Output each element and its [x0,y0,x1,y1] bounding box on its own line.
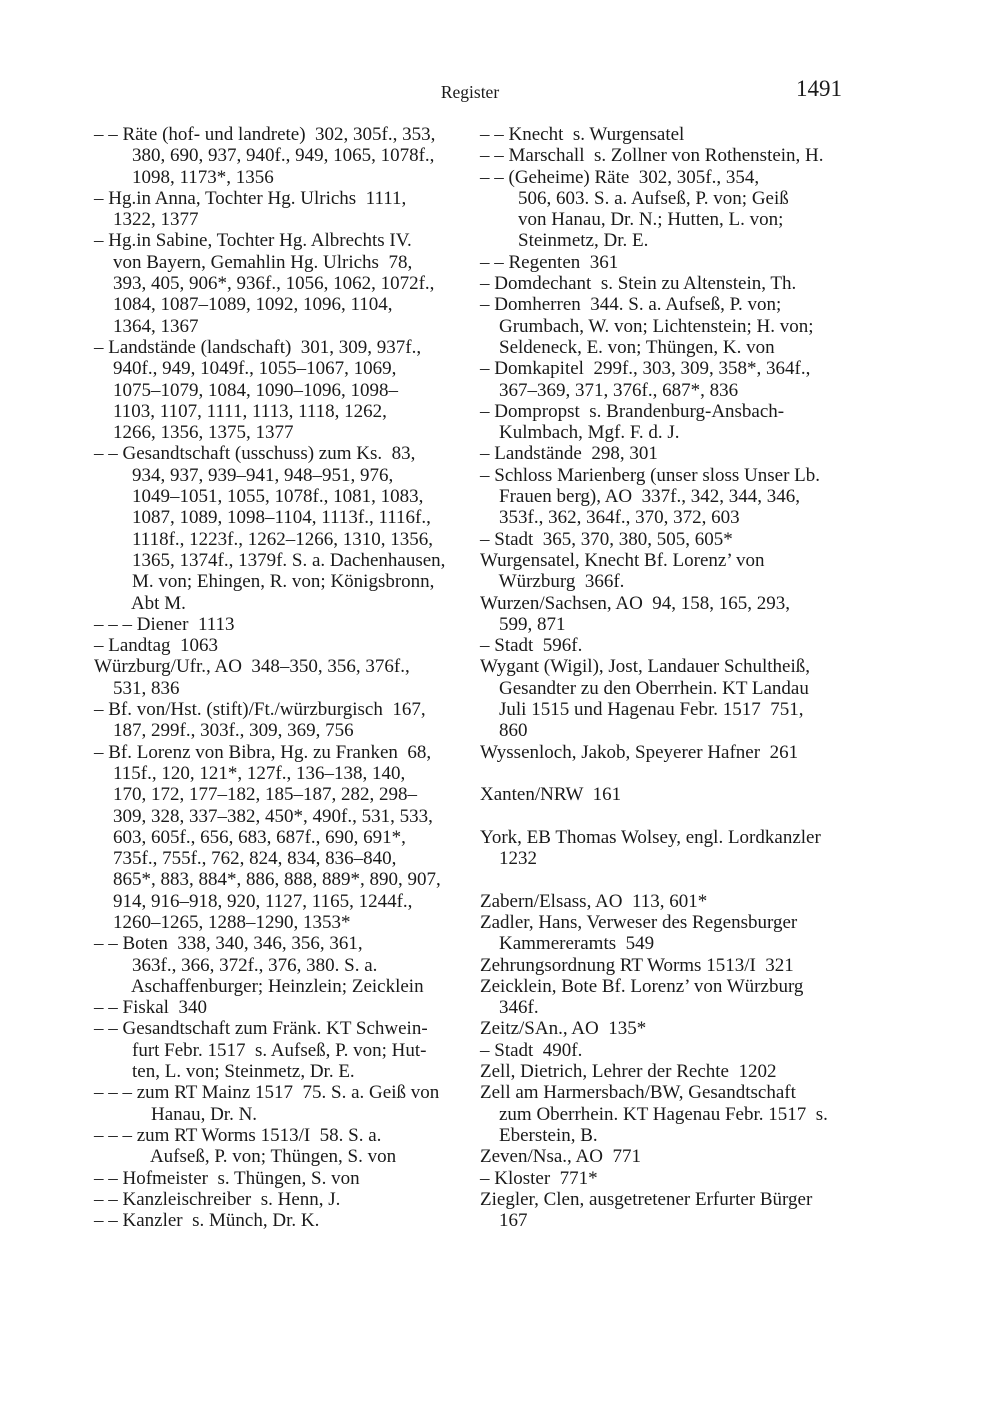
index-entry-line: – – – zum RT Mainz 1517 75. S. a. Geiß von [94,1082,440,1104]
index-entry-line: 393, 405, 906*, 936f., 1056, 1062, 1072f., [94,273,435,295]
index-entry-line: Wurgensatel, Knecht Bf. Lorenz’ von [480,549,765,571]
index-entry-line: – Stadt 490f. [480,1039,583,1061]
index-entry-line: – Hg.in Sabine, Tochter Hg. Albrechts IV. [94,230,412,252]
index-entry [480,827,860,870]
index-entry-line: – Domherren 344. S. a. Aufseß, P. von; [480,294,782,316]
index-entry-line: 187, 299f., 303f., 309, 369, 756 [94,720,354,742]
index-entry [94,933,466,997]
index-entry-line: 1075–1079, 1084, 1090–1096, 1098– [94,379,398,401]
index-entry-line: Wygant (Wigil), Jost, Landauer Schultheiß, [480,656,810,678]
index-entry [480,465,860,529]
index-column-right [480,124,860,1231]
page-number: 1491 [796,76,842,101]
index-entry [94,1125,466,1168]
index-entry-line: 1260–1265, 1288–1290, 1353* [94,911,351,933]
index-entry [480,294,860,358]
index-entry-line: – Bf. Lorenz von Bibra, Hg. zu Franken 68, [94,741,432,763]
index-entry [94,337,466,443]
index-entry-line: Zehrungsordnung RT Worms 1513/I 321 [480,954,794,976]
index-entry-line: – Domkapitel 299f., 303, 309, 358*, 364f., [480,358,811,380]
index-entry-line: – – Knecht s. Wurgensatel [480,124,685,145]
index-entry-line: 1103, 1107, 1111, 1113, 1118, 1262, [94,400,387,422]
index-entry-line: – Bf. von/Hst. (stift)/Ft./würzburgisch 167, [94,699,426,721]
index-entry [480,273,860,294]
index-entry-line: – – Gesandtschaft zum Fränk. KT Schwein- [94,1018,428,1040]
index-entry-line: Zell am Harmersbach/BW, Gesandtschaft [480,1082,796,1104]
index-entry-line: von Bayern, Gemahlin Hg. Ulrichs 78, [94,251,413,273]
index-entry-line: 1266, 1356, 1375, 1377 [94,422,294,444]
index-entry-line: 1049–1051, 1055, 1078f., 1081, 1083, [94,486,424,508]
index-entry-line: 860 [480,720,528,742]
index-entry-line: 353f., 362, 364f., 370, 372, 603 [480,507,740,529]
index-entry-line: – – Marschall s. Zollner von Rothenstein, H. [480,145,824,167]
index-entry [94,188,466,231]
index-entry [480,955,860,976]
index-entry-line: Wurzen/Sachsen, AO 94, 158, 165, 293, [480,592,791,614]
index-entry-line: – – (Geheime) Räte 302, 305f., 354, [480,166,760,188]
index-entry-line: 346f. [480,997,539,1019]
index-entry-line: 914, 916–918, 920, 1127, 1165, 1244f., [94,890,413,912]
index-entry [94,635,466,656]
index-entry [480,784,860,805]
index-entry-line: 1365, 1374f., 1379f. S. a. Dachenhausen, [94,549,446,571]
index-entry-line: – – Kanzler s. Münch, Dr. K. [94,1210,320,1232]
index-entry [480,976,860,1019]
index-entry-line: Gesandter zu den Oberrhein. KT Landau [480,677,809,699]
index-entry-line: – Schloss Marienberg (unser sloss Unser Lb. [480,464,821,486]
index-entry-line: – Stadt 596f. [480,635,583,657]
index-entry-line: 940f., 949, 1049f., 1055–1067, 1069, [94,358,397,380]
index-entry-line: York, EB Thomas Wolsey, engl. Lordkanzler [480,826,821,848]
index-entry-line: 1364, 1367 [94,315,199,337]
index-entry-line: 1118f., 1223f., 1262–1266, 1310, 1356, [94,528,433,550]
index-entry [480,656,860,741]
index-entry-line: 115f., 120, 121*, 127f., 136–138, 140, [94,762,406,784]
index-entry [480,550,860,593]
index-entry [94,1168,466,1189]
index-entry-line: Grumbach, W. von; Lichtenstein; H. von; [480,315,814,337]
index-entry [480,167,860,252]
index-entry-line: Zabern/Elsass, AO 113, 601* [480,890,708,912]
index-entry-line: – Landtag 1063 [94,635,219,657]
index-entry-line: – Domdechant s. Stein zu Altenstein, Th. [480,273,797,295]
index-entry [480,1040,860,1061]
index-entry-line: 599, 871 [480,613,566,635]
index-entry-line: Eberstein, B. [480,1124,598,1146]
index-entry [480,1018,860,1039]
index-entry-line: Kammereramts 549 [480,933,655,955]
index-entry-line: Steinmetz, Dr. E. [480,230,649,252]
index-entry [480,358,860,401]
index-entry [480,635,860,656]
index-entry-line: Juli 1515 und Hagenau Febr. 1517 751, [480,699,804,721]
index-entry-line: ten, L. von; Steinmetz, Dr. E. [94,1061,355,1083]
index-entry-line: furt Febr. 1517 s. Aufseß, P. von; Hut- [94,1039,427,1061]
index-entry-line: von Hanau, Dr. N.; Hutten, L. von; [480,209,784,231]
index-entry-line: Würzburg 366f. [480,571,625,593]
index-entry-line: Kulmbach, Mgf. F. d. J. [480,422,680,444]
index-entry [94,656,466,699]
index-entry [94,1018,466,1082]
index-entry-line: – Kloster 771* [480,1167,598,1189]
index-entry-line: Zeven/Nsa., AO 771 [480,1146,641,1168]
index-entry-line: – – Regenten 361 [480,251,619,273]
index-entry-line: 363f., 366, 372f., 376, 380. S. a. [94,954,378,976]
index-entry-line: Würzburg/Ufr., AO 348–350, 356, 376f., [94,656,410,678]
index-entry [480,1061,860,1082]
index-entry [94,997,466,1018]
index-entry [480,912,860,955]
index-entry [480,401,860,444]
index-entry-line: 1087, 1089, 1098–1104, 1113f., 1116f., [94,507,431,529]
index-entry [480,1189,860,1232]
index-entry-line: 1084, 1087–1089, 1092, 1096, 1104, [94,294,393,316]
index-entry-line: 1322, 1377 [94,209,199,231]
index-entry-line: 934, 937, 939–941, 948–951, 976, [94,464,394,486]
index-entry-line: – – – zum RT Worms 1513/I 58. S. a. [94,1124,382,1146]
index-entry [480,1168,860,1189]
index-entry-line: Hanau, Dr. N. [94,1103,258,1125]
index-entry-line: – Dompropst s. Brandenburg-Ansbach- [480,400,785,422]
index-entry-line: – Hg.in Anna, Tochter Hg. Ulrichs 1111, [94,187,407,209]
index-entry [94,443,466,613]
index-entry-line: – Landstände (landschaft) 301, 309, 937f., [94,336,422,358]
index-entry-line: 735f., 755f., 762, 824, 834, 836–840, [94,848,397,870]
entry-gap [480,869,860,890]
index-entry-line: – Stadt 365, 370, 380, 505, 605* [480,528,733,550]
index-entry [480,1082,860,1146]
entry-gap [480,763,860,784]
index-entry-line: – Landstände 298, 301 [480,443,658,465]
index-entry-line: – – Hofmeister s. Thüngen, S. von [94,1167,360,1189]
index-entry-line: Seldeneck, E. von; Thüngen, K. von [480,336,775,358]
index-entry-line: Zadler, Hans, Verweser des Regensburger [480,911,798,933]
index-entry [94,124,466,188]
index-entry-line: 506, 603. S. a. Aufseß, P. von; Geiß [480,187,789,209]
index-entry [480,443,860,464]
index-entry-line: 531, 836 [94,677,180,699]
index-entry-line: 309, 328, 337–382, 450*, 490f., 531, 533, [94,805,433,827]
index-entry [480,891,860,912]
index-entry [94,1210,466,1231]
index-entry [94,1082,466,1125]
index-entry-line: Zeitz/SAn., AO 135* [480,1018,647,1040]
index-entry-line: Aschaffenburger; Heinzlein; Zeicklein [94,975,424,997]
index-entry [480,593,860,636]
index-entry [480,742,860,763]
index-entry-line: – – Räte (hof- und landrete) 302, 305f., 353, [94,124,436,145]
index-entry-line: – – Fiskal 340 [94,997,207,1019]
index-entry-line: 865*, 883, 884*, 886, 888, 889*, 890, 907, [94,869,441,891]
index-entry [94,230,466,336]
index-column-left [94,124,466,1231]
index-entry [94,614,466,635]
index-entry-line: 380, 690, 937, 940f., 949, 1065, 1078f., [94,145,435,167]
index-entry-line: Zell, Dietrich, Lehrer der Rechte 1202 [480,1061,777,1083]
index-entry-line: Frauen berg), AO 337f., 342, 344, 346, [480,486,800,508]
index-entry [94,1189,466,1210]
index-entry-line: Abt M. [94,592,186,614]
index-entry [480,252,860,273]
index-entry-line: – – Boten 338, 340, 346, 356, 361, [94,933,363,955]
index-entry [94,699,466,742]
index-entry [480,529,860,550]
index-entry-line: Ziegler, Clen, ausgetretener Erfurter Bürger [480,1188,813,1210]
index-entry-line: – – Kanzleischreiber s. Henn, J. [94,1188,341,1210]
index-entry-line: 1232 [480,848,537,870]
index-entry [94,742,466,934]
index-entry-line: – – Gesandtschaft (usschuss) zum Ks. 83, [94,443,416,465]
index-entry-line: 1098, 1173*, 1356 [94,166,274,188]
index-entry [480,145,860,166]
entry-gap [480,806,860,827]
index-entry-line: Wyssenloch, Jakob, Speyerer Hafner 261 [480,741,799,763]
index-entry-line: 170, 172, 177–182, 185–187, 282, 298– [94,784,417,806]
index-entry-line: 367–369, 371, 376f., 687*, 836 [480,379,739,401]
index-entry [480,124,860,145]
index-entry-line: Zeicklein, Bote Bf. Lorenz’ von Würzburg [480,975,804,997]
index-entry-line: Xanten/NRW 161 [480,784,622,806]
index-entry-line: 603, 605f., 656, 683, 687f., 690, 691*, [94,826,406,848]
running-title: Register [440,82,500,102]
index-entry [480,1146,860,1167]
index-entry-line: M. von; Ehingen, R. von; Königsbronn, [94,571,435,593]
index-entry-line: Aufseß, P. von; Thüngen, S. von [94,1146,397,1168]
index-entry-line: – – – Diener 1113 [94,613,235,635]
index-entry-line: 167 [480,1210,528,1232]
index-entry-line: zum Oberrhein. KT Hagenau Febr. 1517 s. [480,1103,828,1125]
